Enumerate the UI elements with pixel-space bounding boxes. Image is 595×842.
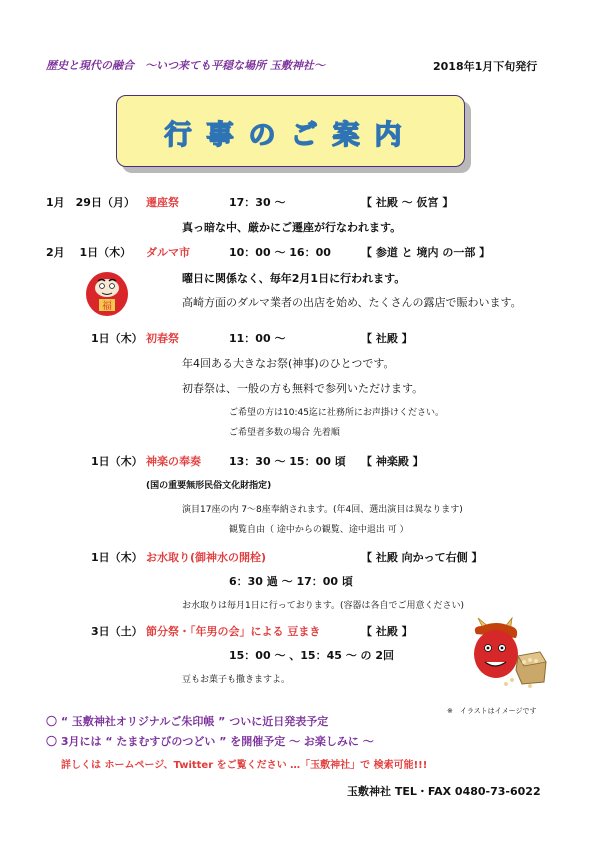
event-description: 真っ暗な中、厳かにご遷座が行なわれます。 <box>182 221 402 234</box>
oni-setsubun-icon <box>468 616 548 688</box>
event-name: 遷座祭 <box>146 196 179 209</box>
event-note: ご希望者多数の場合 先着順 <box>229 428 340 438</box>
event-time: 6：30 過 〜 17：00 頃 <box>229 575 353 588</box>
event-date: 1日（木） <box>91 551 143 564</box>
event-time: 17：30 〜 <box>229 196 286 209</box>
daruma-char: 福 <box>102 301 112 312</box>
event-description: 高崎方面のダルマ業者の出店を始め、たくさんの露店で賑わいます。 <box>182 296 522 309</box>
title-box <box>116 95 465 167</box>
issue-date: 2018年1月下旬発行 <box>433 60 538 73</box>
event-description: お水取りは毎月1日に行っております。(容器は各自でご用意ください) <box>182 601 465 611</box>
event-description: 豆もお菓子も撒きますよ。 <box>182 675 291 685</box>
event-place: 【 社殿 向かって右側 】 <box>361 551 483 564</box>
details-note: 詳しくは ホームページ、Twitter をご覧ください …「玉敷神社」で 検索可能!!! <box>61 760 428 771</box>
event-place: 【 参道 と 境内 の一部 】 <box>361 246 491 259</box>
illustration-note: ※ イラストはイメージです <box>447 707 537 715</box>
event-description: 観覧自由（ 途中からの観覧、途中退出 可 ） <box>229 525 409 535</box>
event-note: ご希望の方は10:45迄に社務所にお声掛けください。 <box>229 408 444 418</box>
contact-info: 玉敷神社 TEL・FAX 0480-73-6022 <box>347 785 541 798</box>
event-date: 2月 1日（木） <box>46 246 132 259</box>
event-description: 年4回ある大きなお祭(神事)のひとつです。 <box>182 357 395 370</box>
event-name: ダルマ市 <box>146 246 190 259</box>
event-time: 10：00 〜 16：00 <box>229 246 331 259</box>
event-date: 3日（土） <box>91 625 143 638</box>
event-name: 節分祭・「年男の会」による 豆まき <box>146 625 321 638</box>
event-date: 1日（木） <box>91 455 143 468</box>
event-place: 【 社殿 】 <box>361 625 413 638</box>
event-time: 11：00 〜 <box>229 332 286 345</box>
event-time: 13：30 〜 15：00 頃 <box>229 455 346 468</box>
page-title: 行事のご案内 <box>164 120 417 151</box>
event-date: 1日（木） <box>91 332 143 345</box>
event-date: 1月 29日（月） <box>46 196 135 209</box>
event-sub: (国の重要無形民俗文化財指定) <box>146 481 272 491</box>
event-place: 【 神楽殿 】 <box>361 455 424 468</box>
event-description: 演目17座の内 7〜8座奉納されます。(年4回、選出演目は異なります) <box>182 505 463 515</box>
event-time: 15：00 〜 、15：45 〜 の 2回 <box>229 649 395 662</box>
event-name: 初春祭 <box>146 332 179 345</box>
event-place: 【 社殿 〜 仮宮 】 <box>361 196 454 209</box>
announcement-tsudoi: 〇 3月には “ たまむすびのつどい ” を開催予定 〜 お楽しみに 〜 <box>46 735 374 748</box>
event-description: 曜日に関係なく、毎年2月1日に行われます。 <box>182 272 406 285</box>
event-description: 初春祭は、一般の方も無料で参列いただけます。 <box>182 382 424 395</box>
announcement-goshuincho: 〇 “ 玉敷神社オリジナルご朱印帳 ” ついに近日発表予定 <box>46 715 329 728</box>
event-name: 神楽の奉奏 <box>146 455 201 468</box>
event-name: お水取り(御神水の開栓) <box>146 551 267 564</box>
daruma-icon <box>84 267 130 317</box>
event-place: 【 社殿 】 <box>361 332 413 345</box>
header-subtitle: 歴史と現代の融合 〜いつ来ても平穏な場所 玉敷神社〜 <box>46 59 325 72</box>
